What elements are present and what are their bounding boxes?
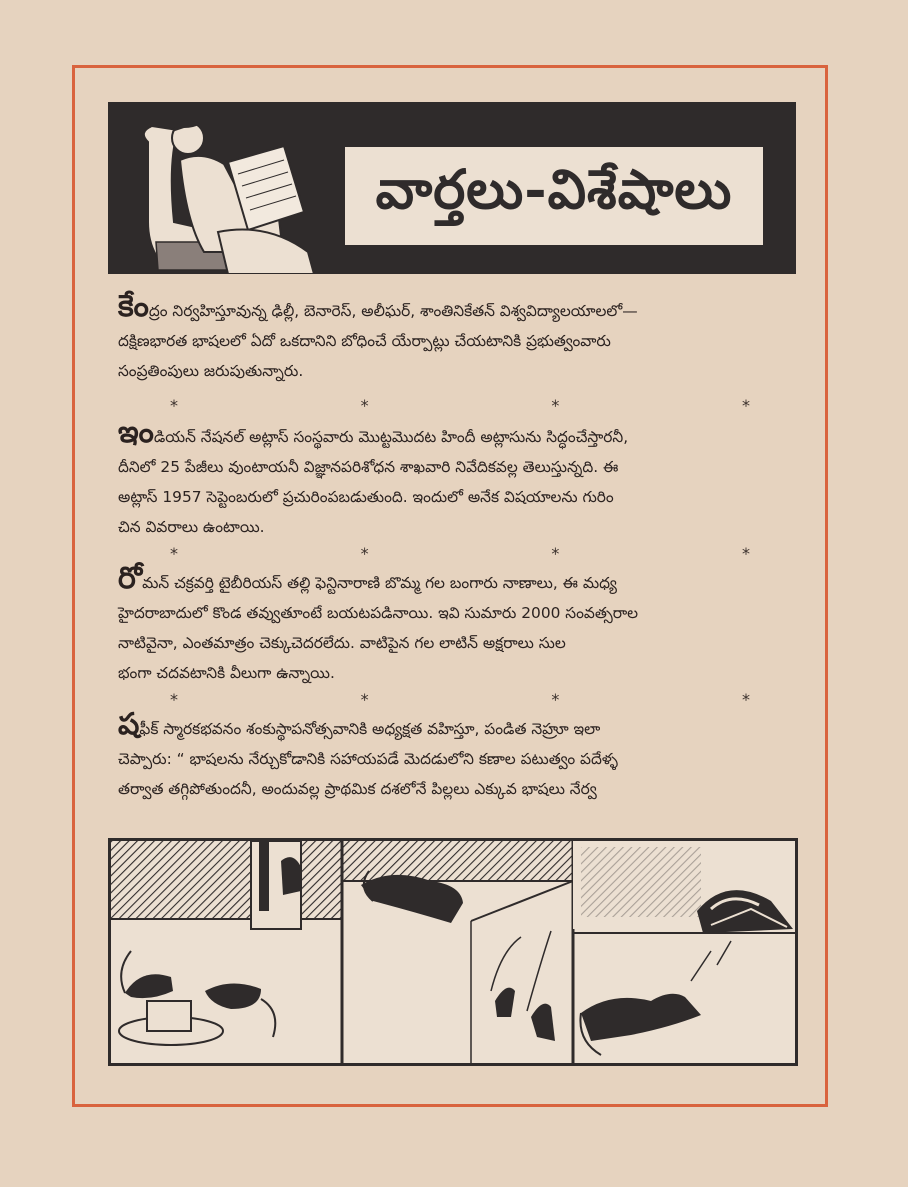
article-1 — [118, 289, 792, 386]
article-line: ద్రం నిర్వహిస్తూవున్న ఢిల్లీ, బెనారెస్, అలీఘర్, శాంతినికేతన్ విశ్వవిద్యాలయాలలో— — [148, 302, 638, 320]
separator — [170, 544, 750, 563]
title-box — [342, 144, 766, 248]
article-line: చెప్పారు: “ భాషలను నేర్చుకోడానికి సహాయపడే మెదడులోని కణాల పటుత్వం పదేళ్ళ — [118, 750, 619, 768]
separator-star: * — [551, 690, 560, 709]
page-title: వార్తలు-విశేషాలు — [375, 157, 733, 221]
article-4 — [118, 707, 792, 804]
article-line: డియన్ నేషనల్ అట్లాస్ సంస్థవారు మొట్టమొదట హిందీ అట్లాసును సిద్ధంచేస్తారనీ, — [153, 428, 629, 446]
separator-star: * — [170, 690, 178, 709]
comic-strip — [108, 838, 798, 1066]
header-banner — [108, 102, 796, 274]
article-line: హైదరాబాదులో కొండ తవ్వుతూంటే బయటపడినాయి. ఇవి సుమారు 2000 సంవత్సరాల — [118, 604, 639, 622]
separator-star: * — [170, 396, 178, 415]
separator-star: * — [360, 690, 369, 709]
article-2 — [118, 415, 792, 542]
comic-panel-cat-chasing-mice — [342, 841, 573, 1063]
separator-star: * — [360, 396, 369, 415]
article-lead: ష — [118, 707, 140, 742]
article-line: అట్లాస్ 1957 సెప్టెంబరులో ప్రచురింపబడుతుంది. ఇందులో అనేక విషయాలను గురిం — [118, 488, 614, 506]
article-lead: కేం — [118, 289, 149, 324]
article-line: దీనిలో 25 పేజీలు వుంటాయనీ విజ్ఞానపరిశోధన శాఖవారి నివేదికవల్ల తెలుస్తున్నది. ఈ — [118, 458, 619, 476]
separator-star: * — [741, 396, 750, 415]
separator — [170, 690, 750, 709]
article-line: భంగా చదవటానికి వీలుగా ఉన్నాయి. — [118, 664, 335, 682]
article-line: దక్షిణభారత భాషలలో ఏదో ఒకదానిని బోధించే యేర్పాట్లు చేయటానికి ప్రభుత్వంవారు — [118, 332, 611, 350]
separator — [170, 396, 750, 415]
separator-star: * — [551, 396, 560, 415]
article-line: నాటివైనా, ఎంతమాత్రం చెక్కుచెదరలేదు. వాటిపైన గల లాటిన్ అక్షరాలు సుల — [118, 634, 566, 652]
comic-panel-mice-eating-cheese — [111, 841, 342, 1045]
article-3 — [118, 561, 792, 688]
man-reading-newspaper-icon — [108, 102, 340, 274]
separator-star: * — [360, 544, 369, 563]
article-lead: ఇం — [118, 415, 154, 450]
separator-star: * — [170, 544, 178, 563]
article-line: మన్ చక్రవర్తి టైబీరియస్ తల్లి ఫెన్టినారాణి బొమ్మ గల బంగారు నాణాలు, ఈ మధ్య — [142, 574, 617, 592]
separator-star: * — [741, 544, 750, 563]
separator-star: * — [741, 690, 750, 709]
article-line: సంప్రతింపులు జరుపుతున్నారు. — [118, 362, 304, 380]
article-line: చిన వివరాలు ఉంటాయి. — [118, 518, 265, 536]
article-line: ఫీక్ స్మారకభవనం శంకుస్థాపనోత్సవానికి అధ్యక్షత వహిస్తూ, పండిత నెహ్రూ ఇలా — [139, 720, 601, 738]
article-lead: రో — [118, 561, 143, 596]
separator-star: * — [551, 544, 560, 563]
article-line: తర్వాత తగ్గిపోతుందనీ, అందువల్ల ప్రాథమిక దశలోనే పిల్లలు ఎక్కువ భాషలు నేర్వ — [118, 780, 597, 798]
comic-panel-cat-at-mouse-hole — [573, 841, 795, 1055]
